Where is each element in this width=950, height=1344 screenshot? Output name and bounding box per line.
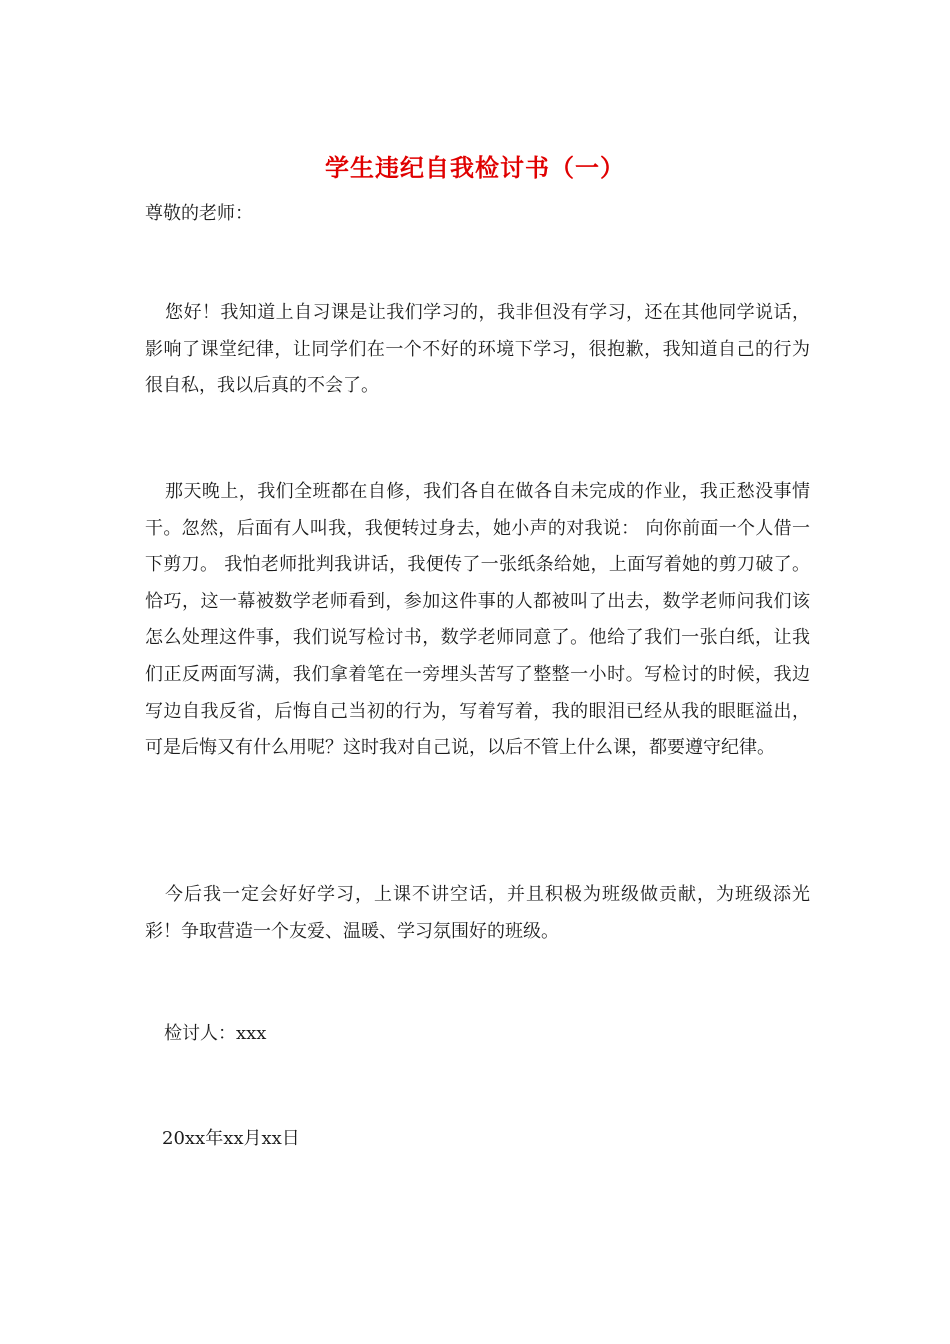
date-line: 20xx年xx月xx日 bbox=[162, 1128, 300, 1149]
signer-line: 检讨人：xxx bbox=[164, 1023, 267, 1044]
paragraph-incident: 那天晚上，我们全班都在自修，我们各自在做各自未完成的作业，我正愁没事情干。忽然，后面有人叫我，我便转过身去，她小声的对我说： 向你前面一个人借一下剪刀。 我怕老师批判我讲话，我便传了一张纸条给她，上面写着她的剪刀破了。恰巧，这一幕被数学老师看到，参加这件事的人都被叫了出去，数学老师问我们该怎么处理这件事，我们说写检讨书，数学老师同意了。他给了我们一张白纸，让我们正反两面写满，我们拿着笔在一旁埋头苦写了整整一小时。写检讨的时候，我边写边自我反省，后悔自己当初的行为，写着写着，我的眼泪已经从我的眼眶溢出，可是后悔又有什么用呢？这时我对自己说，以后不管上什么课，都要遵守纪律。 bbox=[145, 481, 810, 759]
paragraph-apology: 您好！我知道上自习课是让我们学习的，我非但没有学习，还在其他同学说话，影响了课堂纪律，让同学们在一个不好的环境下学习，很抱歉，我知道自己的行为很自私，我以后真的不会了。 bbox=[145, 302, 810, 397]
salutation: 尊敬的老师： bbox=[145, 203, 253, 224]
paragraph-promise: 今后我一定会好好学习，上课不讲空话，并且积极为班级做贡献，为班级添光彩！争取营造一个友爱、温暖、学习氛围好的班级。 bbox=[145, 884, 810, 942]
document-title: 学生违纪自我检讨书（一） bbox=[325, 153, 625, 182]
